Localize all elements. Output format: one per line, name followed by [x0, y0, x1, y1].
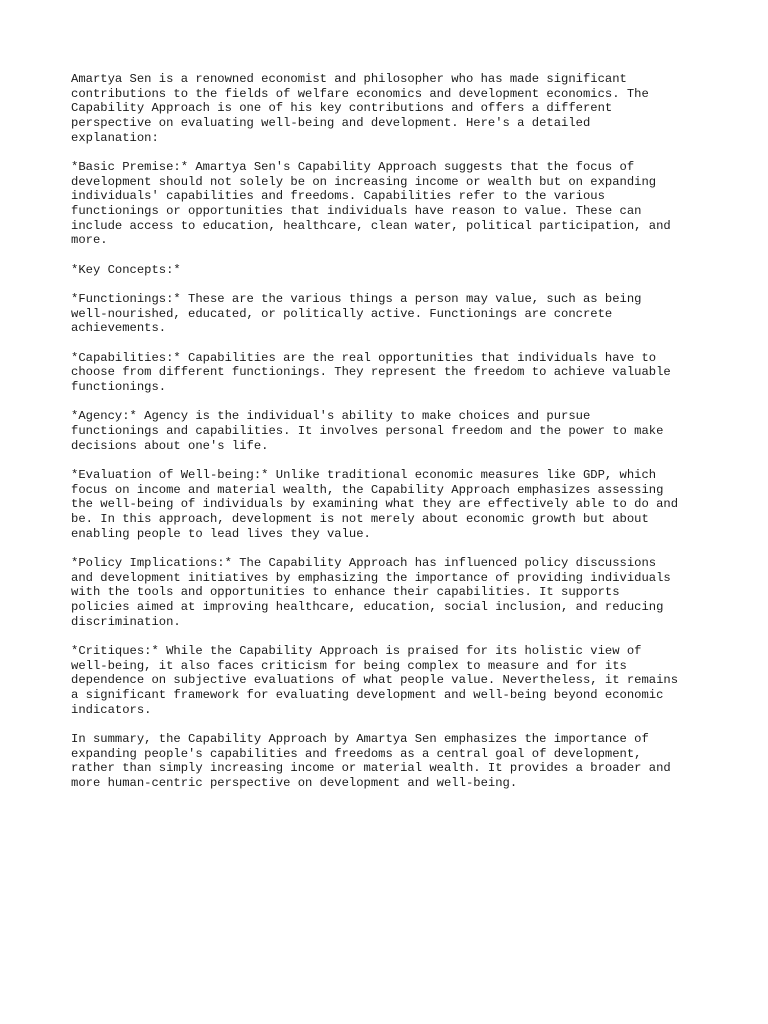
intro-paragraph: Amartya Sen is a renowned economist and philosopher who has made significant contributions to the fields of welfare economics and development economics. The Capability Approach is one of his key contributions and offers a different perspective on evaluating well-being and development. Here's a detailed explanation: — [71, 72, 649, 145]
policy-implications-paragraph: *Policy Implications:* The Capability Approach has influenced policy discussions and development initiatives by emphasizing the importance of providing individuals with the tools and opportunities to enhance their capabilities. It supports policies aimed at improving healthcare, education, social inclusion, and reducing discrimination. — [71, 556, 671, 629]
critiques-paragraph: *Critiques:* While the Capability Approach is praised for its holistic view of well-being, it also faces criticism for being complex to measure and for its dependence on subjective evaluations of what people value. Nevertheless, it remains a significant framework for evaluating development and well-being beyond economic indicators. — [71, 644, 679, 717]
capabilities-paragraph: *Capabilities:* Capabilities are the real opportunities that individuals have to choose from different functionings. They represent the freedom to achieve valuable functionings. — [71, 350, 671, 395]
basic-premise-paragraph: *Basic Premise:* Amartya Sen's Capability Approach suggests that the focus of development should not solely be on increasing income or wealth but on expanding individuals' capabilities and freedoms. Capabilities refer to the various functionings or opportunities that individuals have reason to value. These can include access to education, healthcare, clean water, political participation, and more. — [71, 160, 671, 248]
key-concepts-heading: *Key Concepts:* — [71, 262, 181, 277]
functionings-paragraph: *Functionings:* These are the various things a person may value, such as being well-nourished, educated, or politically active. Functionings are concrete achievements. — [71, 292, 642, 336]
evaluation-paragraph: *Evaluation of Well-being:* Unlike traditional economic measures like GDP, which focus on income and material wealth, the Capability Approach emphasizes assessing the well-being of individuals by examining what they are effectively able to do and be. In this approach, development is not merely about economic growth but about enabling people to lead lives they value. — [71, 468, 679, 541]
agency-paragraph: *Agency:* Agency is the individual's ability to make choices and pursue functionings and capabilities. It involves personal freedom and the power to make decisions about one's life. — [71, 409, 664, 453]
document-page — [71, 72, 711, 805]
summary-paragraph: In summary, the Capability Approach by Amartya Sen emphasizes the importance of expanding people's capabilities and freedoms as a central goal of development, rather than simply increasing income or material wealth. It provides a broader and more human-centric perspective on development and well-being. — [71, 732, 671, 791]
